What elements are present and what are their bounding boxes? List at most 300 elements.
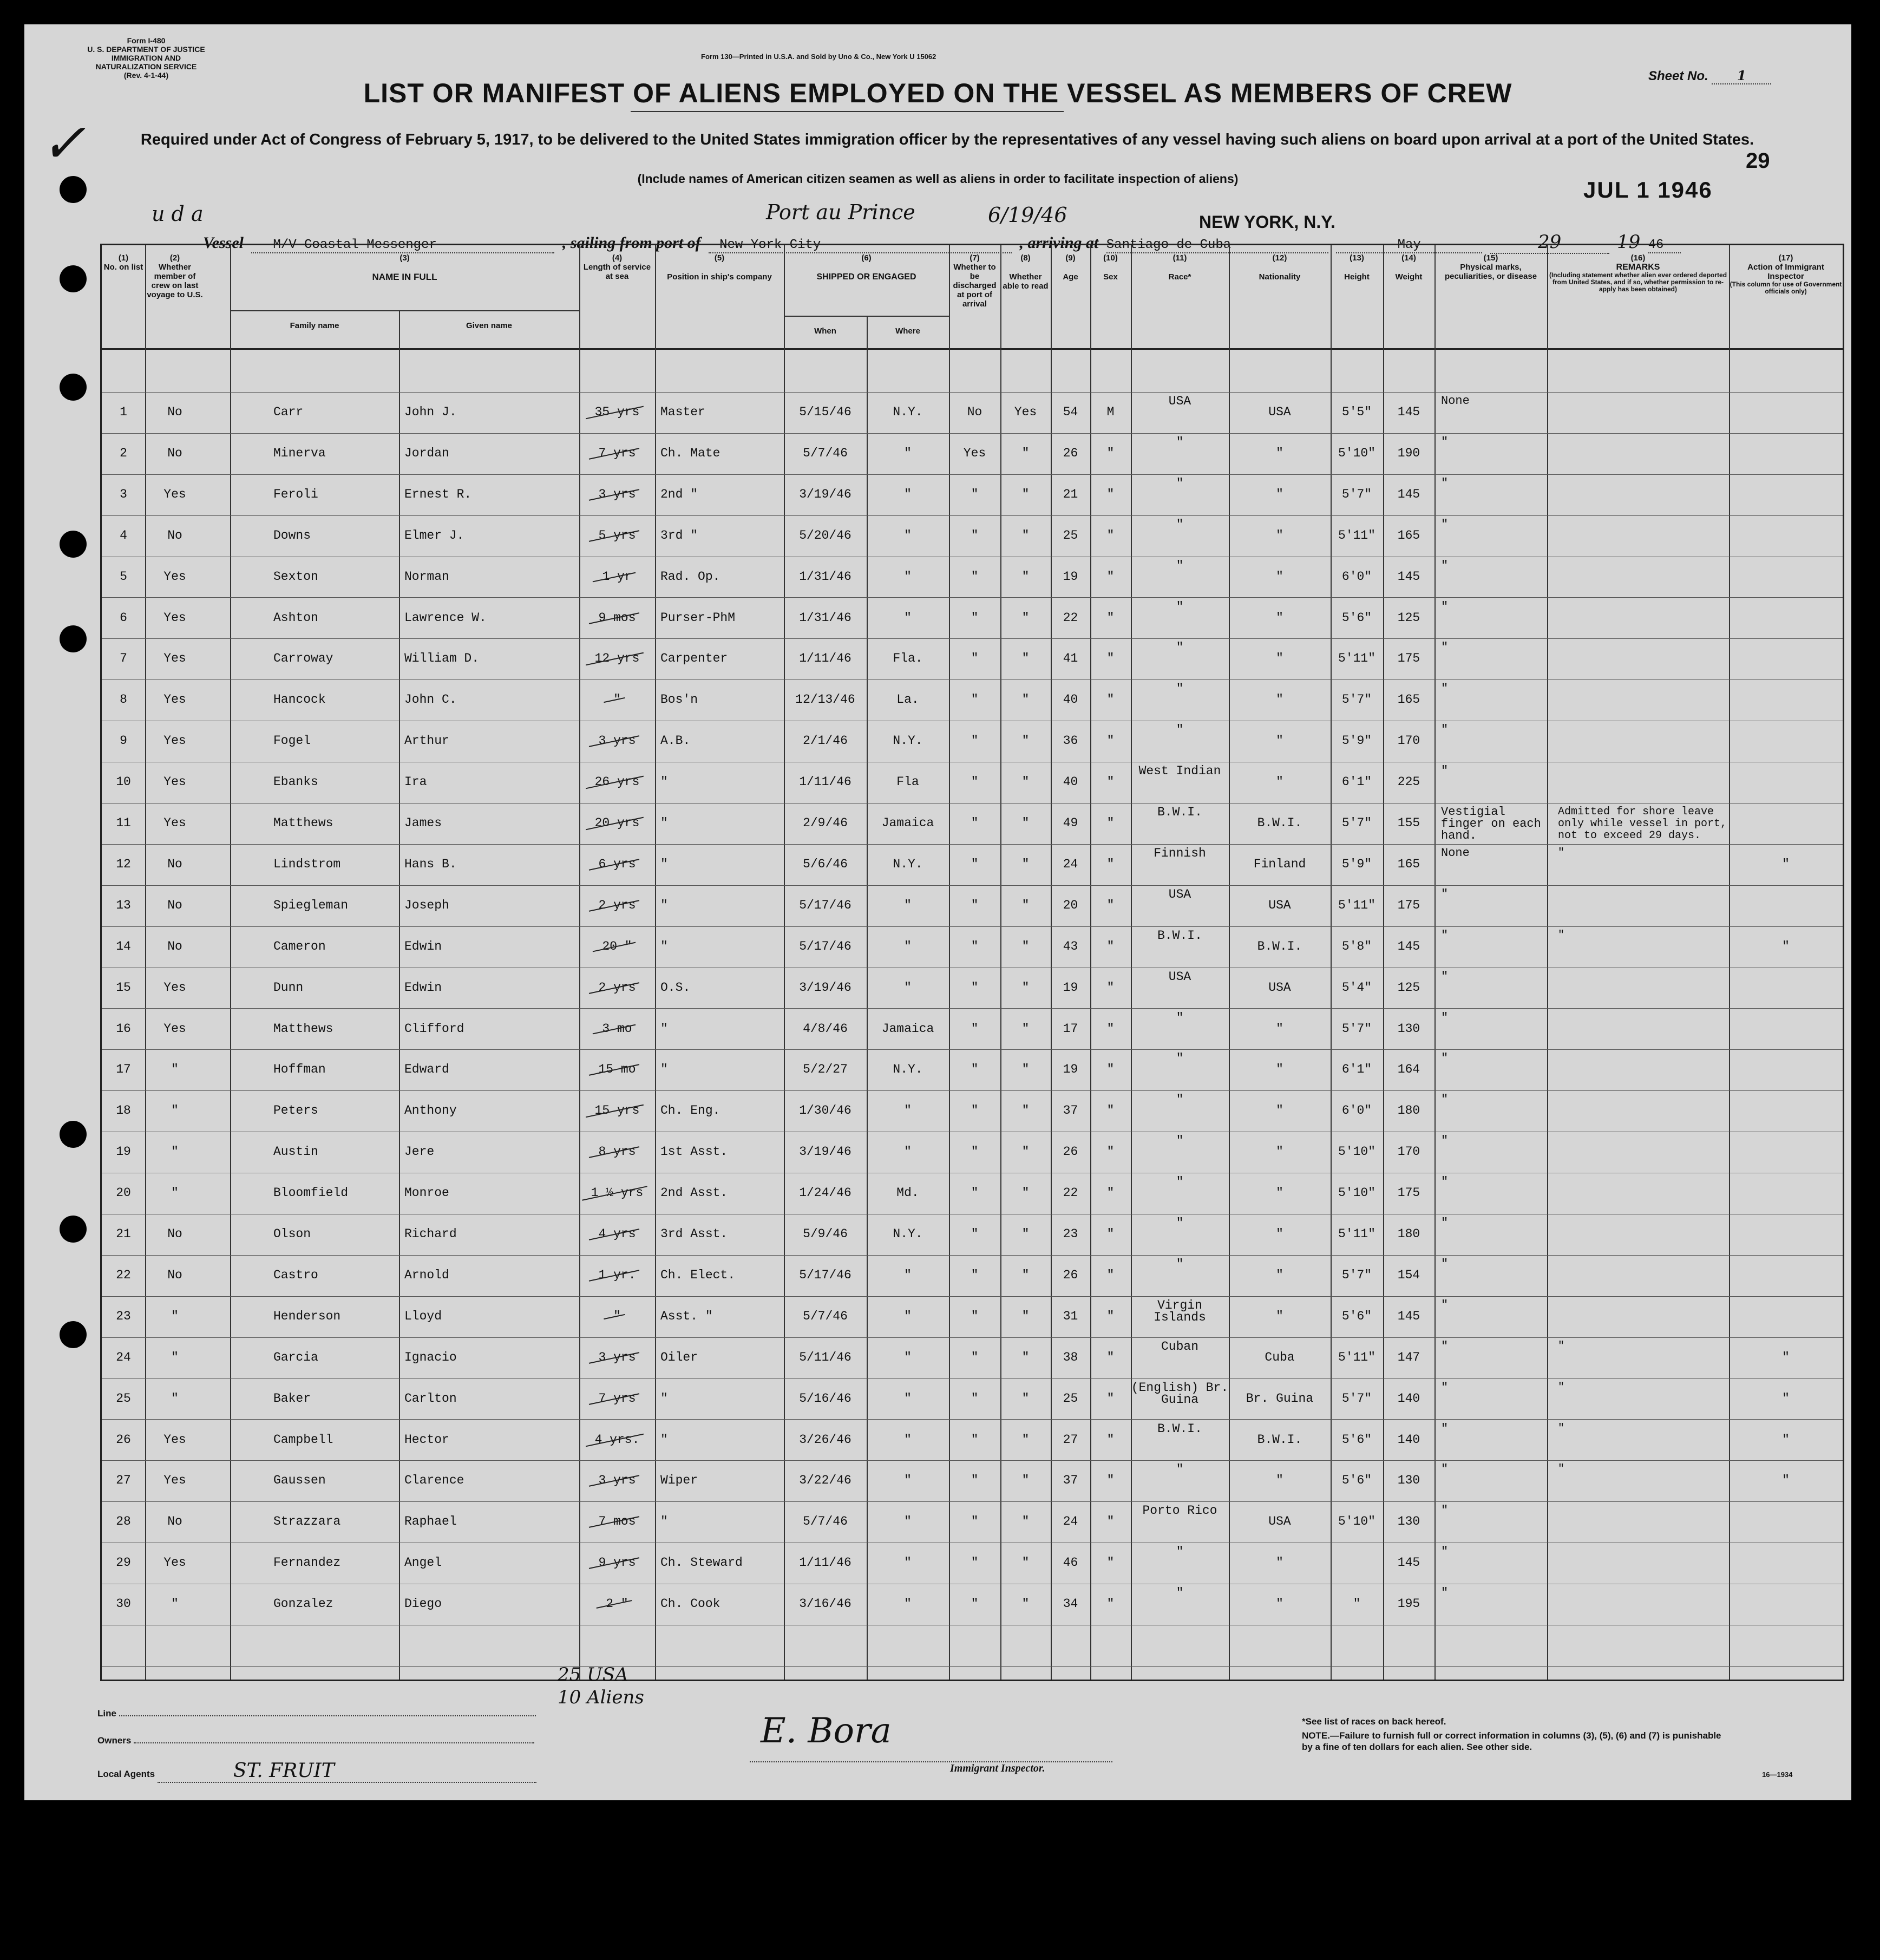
cell-family [230, 1597, 399, 1611]
cell-nat-text: B.W.I. [1257, 816, 1302, 830]
cell-service [579, 1227, 655, 1241]
cell-age-text: 40 [1063, 775, 1078, 789]
cell-weight [1383, 898, 1434, 912]
cell-read [1000, 981, 1051, 995]
cell-weight-text: 164 [1397, 1062, 1420, 1077]
cell-family-text: Spiegleman [273, 898, 349, 912]
cell-family [230, 1145, 399, 1159]
cell-when [784, 1227, 867, 1241]
cell-disch [949, 651, 1000, 665]
cell-remarks [1547, 1464, 1729, 1475]
cell-read-text: " [1021, 1473, 1030, 1488]
cell-marks [1434, 765, 1547, 777]
cell-prev [145, 487, 205, 501]
cell-when [784, 528, 867, 543]
cell-age [1051, 692, 1090, 707]
cell-nat [1229, 775, 1331, 789]
cell-given [399, 1514, 579, 1528]
cell-family-text: Gaussen [273, 1473, 326, 1488]
cell-race [1131, 1217, 1229, 1229]
cell-sex [1090, 857, 1131, 871]
cell-race [1131, 560, 1229, 572]
cell-height-text: 5'10" [1338, 1145, 1375, 1159]
cell-age [1051, 734, 1090, 748]
line-field [97, 1708, 536, 1719]
cell-where [867, 1022, 949, 1036]
cell-when-text: 3/16/46 [799, 1597, 851, 1611]
cell-remarks-text: " [1558, 1381, 1565, 1394]
cell-when-text: 12/13/46 [795, 692, 855, 707]
cell-age-text: 19 [1063, 569, 1078, 584]
cell-remarks-text: " [1558, 1422, 1565, 1435]
cell-height [1331, 816, 1383, 830]
punch-hole [60, 531, 87, 558]
cell-no-text: 30 [116, 1597, 131, 1611]
cell-marks-text: " [1441, 1298, 1449, 1312]
cell-service [579, 734, 655, 748]
cell-age-text: 43 [1063, 939, 1078, 953]
cell-position [655, 1022, 784, 1036]
cell-read-text: " [1021, 528, 1030, 543]
cell-prev [145, 1103, 205, 1118]
cell-marks [1434, 1505, 1547, 1517]
cell-read-text: " [1021, 487, 1030, 501]
cell-marks-text: None [1441, 846, 1470, 860]
cell-sex-text: " [1106, 528, 1115, 543]
cell-height-text: 5'4" [1341, 980, 1372, 995]
cell-where-text: " [904, 1350, 912, 1364]
owners-label: Owners [97, 1735, 132, 1746]
cell-age [1051, 570, 1090, 584]
cell-weight [1383, 981, 1434, 995]
include-note: (Include names of American citizen seamen as well as aliens in order to facilitate inspection of aliens) [637, 172, 1239, 186]
cell-marks-text: " [1441, 1380, 1449, 1394]
cell-sex [1090, 651, 1131, 665]
cell-family [230, 692, 399, 707]
cell-given-text: Angel [404, 1556, 442, 1570]
cell-no [102, 1145, 145, 1159]
cell-when [784, 1268, 867, 1282]
cell-age [1051, 611, 1090, 625]
cell-nat-text: " [1276, 1473, 1283, 1488]
cell-read-text: " [1021, 610, 1030, 625]
header-col14: (14) Weight [1395, 253, 1423, 282]
cell-prev-text: " [171, 1103, 179, 1118]
cell-age-text: 27 [1063, 1432, 1078, 1447]
cell-age-text: 31 [1063, 1309, 1078, 1323]
cell-nat-text: " [1276, 1597, 1283, 1611]
cell-height-text: 5'11" [1338, 898, 1375, 912]
cell-no-text: 14 [116, 939, 131, 953]
cell-no-text: 6 [120, 610, 127, 625]
cell-nat [1229, 1268, 1331, 1282]
cell-read-text: " [1021, 1186, 1030, 1200]
cell-prev [145, 1473, 205, 1487]
cell-race [1131, 1341, 1229, 1353]
cell-nat [1229, 1062, 1331, 1076]
header-col7: (7) Whether to be discharged at port of arrival [953, 253, 997, 309]
cell-service [579, 692, 655, 707]
cell-sex [1090, 692, 1131, 707]
cell-weight-text: 145 [1397, 1556, 1420, 1570]
cell-sex [1090, 939, 1131, 953]
cell-read [1000, 1022, 1051, 1036]
cell-prev [145, 1391, 205, 1406]
cell-service-text: 20 yrs [594, 816, 640, 830]
cell-prev [145, 898, 205, 912]
cell-position-text: Rad. Op. [660, 569, 720, 584]
cell-no-text: 28 [116, 1514, 131, 1529]
cell-nat-text: Br. Guina [1246, 1391, 1314, 1406]
cell-when-text: 5/9/46 [803, 1227, 848, 1241]
cell-marks [1434, 1176, 1547, 1188]
cell-weight-text: 140 [1397, 1432, 1420, 1447]
cell-age-text: 19 [1063, 1062, 1078, 1077]
cell-disch [949, 734, 1000, 748]
cell-sex [1090, 570, 1131, 584]
cell-weight-text: 140 [1397, 1391, 1420, 1406]
cell-age-text: 37 [1063, 1473, 1078, 1488]
cell-service-text: 9 yrs [598, 1556, 636, 1570]
cell-race-text: " [1176, 476, 1184, 491]
cell-no [102, 446, 145, 460]
cell-given [399, 816, 579, 830]
cell-nat [1229, 405, 1331, 419]
cell-no [102, 1022, 145, 1036]
cell-prev-text: No [167, 857, 182, 871]
cell-sex [1090, 487, 1131, 501]
cell-no-text: 10 [116, 775, 131, 789]
cell-prev-text: Yes [163, 692, 186, 707]
cell-disch-text: " [971, 1432, 979, 1447]
cell-height [1331, 1022, 1383, 1036]
cell-race-text: " [1176, 1257, 1184, 1271]
cell-when-text: 3/19/46 [799, 980, 851, 995]
cell-nat [1229, 1309, 1331, 1323]
cell-disch-text: " [971, 857, 979, 871]
cell-no [102, 487, 145, 501]
cell-race-text: USA [1168, 969, 1191, 984]
cell-given [399, 405, 579, 419]
cell-height [1331, 528, 1383, 543]
cell-read [1000, 1103, 1051, 1118]
cell-service [579, 1022, 655, 1036]
cell-family [230, 939, 399, 953]
cell-when [784, 816, 867, 830]
vessel-name: M/V Coastal Messenger [251, 238, 554, 253]
cell-service-text: 26 yrs [594, 775, 640, 789]
header-col3: (3) NAME IN FULL [372, 253, 437, 282]
cell-family [230, 1186, 399, 1200]
inspector-signature: E. Bora [761, 1711, 892, 1751]
cell-sex-text: " [1106, 939, 1115, 953]
cell-given [399, 611, 579, 625]
cell-no [102, 981, 145, 995]
cell-race-text: (English) Br. Guina [1131, 1380, 1229, 1407]
cell-prev-text: Yes [163, 775, 186, 789]
cell-nat [1229, 692, 1331, 707]
vessel-label: Vessel [203, 234, 244, 252]
cell-race [1131, 1176, 1229, 1188]
cell-family [230, 1391, 399, 1406]
cell-nat [1229, 611, 1331, 625]
cell-sex [1090, 898, 1131, 912]
cell-no-text: 22 [116, 1268, 131, 1282]
cell-where [867, 816, 949, 830]
cell-weight-text: 175 [1397, 1186, 1420, 1200]
cell-where-text: Jamaica [881, 816, 934, 830]
cell-read-text: " [1021, 857, 1030, 871]
cell-service [579, 1103, 655, 1118]
cell-weight [1383, 405, 1434, 419]
cell-marks [1434, 847, 1547, 859]
cell-prev-text: " [171, 1186, 179, 1200]
cell-service-text: 2 yrs [598, 980, 636, 995]
cell-position-text: Bos'n [660, 692, 698, 707]
cell-action [1729, 1350, 1843, 1364]
cell-when [784, 611, 867, 625]
row-line [102, 433, 1843, 434]
cell-race-text: " [1176, 517, 1184, 532]
cell-when [784, 405, 867, 419]
cell-read-text: " [1021, 1227, 1030, 1241]
cell-prev [145, 405, 205, 419]
cell-when-text: 5/7/46 [803, 1309, 848, 1323]
cell-nat-text: " [1276, 692, 1283, 707]
cell-weight [1383, 1309, 1434, 1323]
cell-sex [1090, 1309, 1131, 1323]
cell-when [784, 446, 867, 460]
cell-service [579, 939, 655, 953]
cell-disch-text: " [971, 1514, 979, 1529]
cell-when-text: 3/19/46 [799, 1145, 851, 1159]
cell-disch [949, 816, 1000, 830]
cell-where [867, 1268, 949, 1282]
cell-service [579, 1597, 655, 1611]
cell-position-text: " [660, 939, 668, 953]
cell-when [784, 1145, 867, 1159]
cell-race-text: " [1176, 1545, 1184, 1559]
header-col6a: When [814, 326, 836, 336]
cell-family-text: Hancock [273, 692, 326, 707]
cell-position-text: Asst. " [660, 1309, 713, 1323]
cell-no-text: 5 [120, 569, 127, 584]
cell-where-text: Fla. [893, 651, 923, 666]
cell-age [1051, 1473, 1090, 1487]
cell-position [655, 1062, 784, 1076]
cell-weight [1383, 816, 1434, 830]
cell-weight-text: 130 [1397, 1514, 1420, 1529]
cell-where [867, 611, 949, 625]
cell-race [1131, 1546, 1229, 1558]
cell-position-text: 2nd " [660, 487, 698, 501]
cell-disch-text: " [971, 1021, 979, 1036]
cell-prev [145, 981, 205, 995]
cell-nat [1229, 816, 1331, 830]
cell-weight-text: 190 [1397, 446, 1420, 460]
cell-family-text: Campbell [273, 1432, 333, 1447]
cell-given [399, 651, 579, 665]
cell-position-text: 3rd " [660, 528, 698, 543]
cell-where [867, 1350, 949, 1364]
note-penalty: NOTE.—Failure to furnish full or correct information in columns (3), (5), (6) and (7) is punishable by a fine of ten dollars for each alien. See other side. [1302, 1730, 1721, 1752]
cell-when [784, 1022, 867, 1036]
cell-position [655, 528, 784, 543]
cell-service [579, 1473, 655, 1487]
cell-family [230, 1022, 399, 1036]
cell-race-text: " [1176, 1010, 1184, 1025]
cell-position-text: Carpenter [660, 651, 728, 666]
cell-given-text: Ira [404, 775, 427, 789]
cell-marks [1434, 1135, 1547, 1147]
cell-height-text: 5'7" [1341, 1268, 1372, 1282]
header-col8: (8) Whether able to read [1003, 253, 1049, 291]
cell-height [1331, 1145, 1383, 1159]
cell-nat-text: Finland [1253, 857, 1306, 871]
cell-where [867, 1473, 949, 1487]
cell-no [102, 692, 145, 707]
cell-family-text: Carr [273, 405, 304, 419]
cell-service-text: 1 yr. [598, 1268, 636, 1282]
header-col12: (12) Nationality [1259, 253, 1301, 282]
cell-family-text: Ashton [273, 610, 318, 625]
inspector-label: Immigrant Inspector. [950, 1762, 1045, 1774]
cell-age [1051, 981, 1090, 995]
cell-no-text: 27 [116, 1473, 131, 1488]
handwritten-prefix: u d a [152, 202, 204, 226]
cell-read [1000, 1145, 1051, 1159]
cell-read-text: " [1021, 569, 1030, 584]
form-subtitle: Required under Act of Congress of February 5, 1917, to be delivered to the United States immigration officer by the representatives of any vessel having such aliens on board upon arrival at a port of the United States. [140, 131, 1754, 148]
cell-prev-text: No [167, 939, 182, 953]
cell-position [655, 1556, 784, 1570]
cell-family-text: Dunn [273, 980, 304, 995]
cell-sex-text: " [1106, 1556, 1115, 1570]
cell-height [1331, 1186, 1383, 1200]
cell-no-text: 9 [120, 734, 127, 748]
cell-weight [1383, 734, 1434, 748]
cell-where [867, 1145, 949, 1159]
cell-action-text: " [1782, 939, 1790, 953]
cell-disch [949, 1556, 1000, 1570]
cell-family-text: Strazzara [273, 1514, 341, 1529]
name-subheader-rule [230, 310, 579, 311]
cell-marks [1434, 1546, 1547, 1558]
arriving-port-stamp: NEW YORK, N.Y. [1199, 212, 1335, 232]
row-line [102, 885, 1843, 886]
revision: (Rev. 4-1-44) [123, 71, 169, 80]
cell-read-text: " [1021, 775, 1030, 789]
cell-read-text: " [1021, 651, 1030, 666]
cell-where-text: N.Y. [893, 857, 923, 871]
cell-service [579, 981, 655, 995]
cell-age [1051, 1309, 1090, 1323]
cell-where [867, 734, 949, 748]
cell-where-text: " [904, 487, 912, 501]
cell-weight [1383, 1103, 1434, 1118]
cell-family-text: Henderson [273, 1309, 341, 1323]
cell-family-text: Downs [273, 528, 311, 543]
cell-disch-text: " [971, 980, 979, 995]
punch-hole [60, 265, 87, 292]
cell-given-text: John C. [404, 692, 457, 707]
cell-race [1131, 1012, 1229, 1024]
cell-disch [949, 857, 1000, 871]
cell-position-text: Ch. Mate [660, 446, 720, 460]
header-col1: (1) No. on list [103, 253, 143, 272]
cell-no [102, 857, 145, 871]
cell-remarks-text: " [1558, 929, 1565, 942]
cell-sex-text: " [1106, 446, 1115, 460]
cell-marks-text: " [1441, 517, 1449, 531]
cell-race-text: " [1176, 558, 1184, 573]
cell-where [867, 981, 949, 995]
row-line [102, 1419, 1843, 1420]
note-races: *See list of races on back hereof. [1302, 1716, 1446, 1727]
cell-prev-text: Yes [163, 651, 186, 666]
header-col15: (15) Physical marks, peculiarities, or disease [1444, 253, 1537, 281]
cell-when [784, 775, 867, 789]
cell-nat [1229, 487, 1331, 501]
cell-prev [145, 816, 205, 830]
cell-no [102, 528, 145, 543]
cell-no-text: 25 [116, 1391, 131, 1406]
cell-given-text: Jordan [404, 446, 449, 460]
cell-family-text: Hoffman [273, 1062, 326, 1077]
cell-when-text: 1/11/46 [799, 775, 851, 789]
cell-height [1331, 487, 1383, 501]
cell-nat [1229, 898, 1331, 912]
cell-age-text: 26 [1063, 446, 1078, 460]
cell-service [579, 487, 655, 501]
cell-height [1331, 611, 1383, 625]
cell-height-text: 5'7" [1341, 692, 1372, 707]
cell-remarks-text: Admitted for shore leave only while vessel in port, not to exceed 29 days. [1558, 806, 1727, 842]
cell-action-text: " [1782, 1473, 1790, 1488]
cell-nat-text: " [1276, 734, 1283, 748]
cell-height-text: 5'7" [1341, 816, 1372, 830]
cell-no [102, 651, 145, 665]
cell-position [655, 1597, 784, 1611]
cell-height-text: 5'7" [1341, 1021, 1372, 1036]
cell-service-text: 4 yrs. [594, 1432, 640, 1447]
cell-marks-text: " [1441, 969, 1449, 983]
cell-nat-text: B.W.I. [1257, 1432, 1302, 1447]
cell-position-text: 3rd Asst. [660, 1227, 728, 1241]
header-col3b: Given name [466, 321, 513, 330]
cell-marks [1434, 560, 1547, 572]
cell-position-text: " [660, 857, 668, 871]
cell-age [1051, 1227, 1090, 1241]
cell-age-text: 17 [1063, 1021, 1078, 1036]
cell-service [579, 775, 655, 789]
cell-prev-text: " [171, 1309, 179, 1323]
cell-sex [1090, 446, 1131, 460]
cell-family [230, 734, 399, 748]
cell-nat-text: Cuba [1265, 1350, 1295, 1364]
cell-prev-text: Yes [163, 816, 186, 830]
cell-height-text: 6'1" [1341, 775, 1372, 789]
cell-disch-text: " [971, 1186, 979, 1200]
cell-no [102, 570, 145, 584]
cell-age-text: 23 [1063, 1227, 1078, 1241]
cell-marks-text: " [1441, 1421, 1449, 1435]
cell-given-text: Jere [404, 1145, 435, 1159]
cell-remarks [1547, 1382, 1729, 1394]
row-line [102, 1378, 1843, 1379]
cell-family [230, 611, 399, 625]
cell-given-text: Edward [404, 1062, 449, 1077]
